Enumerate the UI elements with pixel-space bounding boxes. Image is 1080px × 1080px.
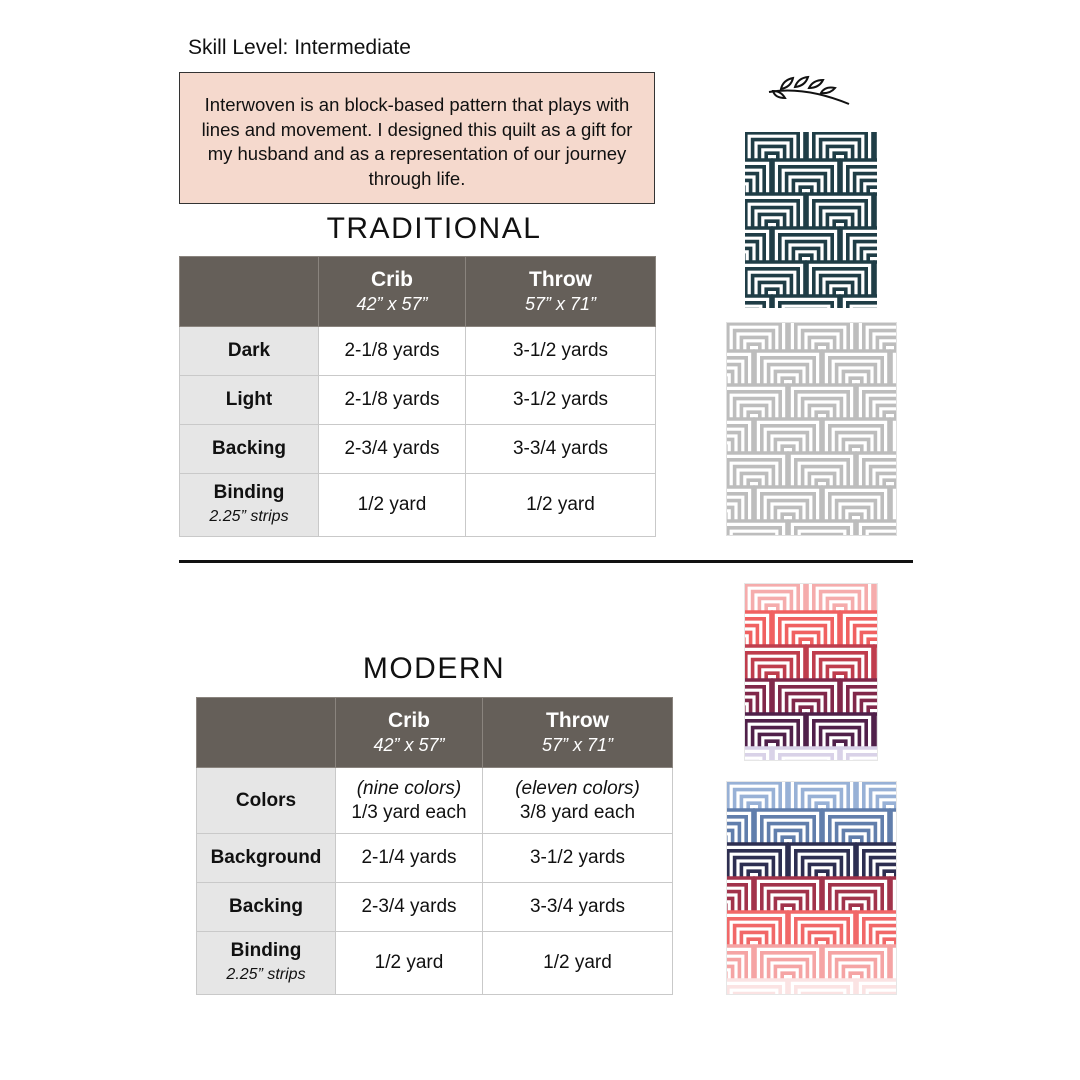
row-label-text: Binding [213, 482, 285, 503]
crib-cell: 2-1/8 yards [319, 376, 466, 425]
crib-label: Crib [388, 708, 430, 732]
modern-heading: MODERN [362, 652, 506, 685]
section-divider [179, 560, 913, 563]
skill-level: Skill Level: Intermediate [188, 36, 411, 59]
header-crib [336, 698, 483, 768]
throw-cell: 3-1/2 yards [466, 376, 656, 425]
throw-cell: 3-1/2 yards [466, 327, 656, 376]
throw-size: 57” x 71” [541, 734, 614, 755]
row-label: Backing [180, 425, 319, 474]
row-label: Colors [197, 768, 336, 834]
crib-size: 42” x 57” [373, 734, 445, 755]
crib-cell [336, 768, 483, 834]
crib-cell: 2-1/4 yards [336, 834, 483, 883]
row-label-text: Binding [230, 940, 302, 961]
throw-cell: 3-3/4 yards [466, 425, 656, 474]
throw-cell: 1/2 yard [466, 474, 656, 537]
row-label: Backing [197, 883, 336, 932]
traditional-heading: TRADITIONAL [326, 212, 542, 245]
quilt-traditional-light [726, 322, 897, 536]
quilt-traditional-dark [744, 131, 878, 309]
crib-cell: 1/2 yard [319, 474, 466, 537]
throw-size: 57” x 71” [524, 293, 597, 314]
crib-cell: 2-1/8 yards [319, 327, 466, 376]
table-row [197, 883, 673, 932]
row-label [197, 932, 336, 995]
row-sublabel: 2.25” strips [226, 966, 306, 983]
crib-note: (nine colors) [356, 777, 462, 799]
crib-size: 42” x 57” [356, 293, 428, 314]
sprig-icon [765, 72, 855, 110]
crib-cell: 2-3/4 yards [319, 425, 466, 474]
quilt-modern-throw [726, 781, 897, 995]
table-row [180, 474, 656, 537]
row-label: Light [180, 376, 319, 425]
modern-table [196, 697, 673, 995]
crib-value: 1/3 yard each [351, 801, 467, 823]
row-label: Background [197, 834, 336, 883]
throw-value: 3/8 yard each [519, 801, 636, 823]
table-row [197, 768, 673, 834]
traditional-table [179, 256, 656, 537]
table-row [180, 327, 656, 376]
throw-cell: 1/2 yard [483, 932, 673, 995]
table-row [180, 425, 656, 474]
crib-cell: 1/2 yard [336, 932, 483, 995]
throw-cell [483, 768, 673, 834]
table-row [197, 932, 673, 995]
crib-label: Crib [371, 267, 413, 291]
header-blank [180, 257, 319, 327]
header-throw [466, 257, 656, 327]
header-blank [197, 698, 336, 768]
quilt-modern-crib [744, 583, 878, 761]
header-throw [483, 698, 673, 768]
throw-label: Throw [546, 708, 609, 732]
row-sublabel: 2.25” strips [209, 508, 289, 525]
row-label [180, 474, 319, 537]
throw-label: Throw [529, 267, 592, 291]
intro-box: Interwoven is an block-based pattern that plays with lines and movement. I designed this quilt as a gift for my husband and as a representation of our journey through life. [179, 72, 655, 204]
throw-note: (eleven colors) [515, 777, 640, 799]
table-row [197, 834, 673, 883]
crib-cell: 2-3/4 yards [336, 883, 483, 932]
table-row [180, 376, 656, 425]
row-label: Dark [180, 327, 319, 376]
header-crib [319, 257, 466, 327]
throw-cell: 3-3/4 yards [483, 883, 673, 932]
throw-cell: 3-1/2 yards [483, 834, 673, 883]
